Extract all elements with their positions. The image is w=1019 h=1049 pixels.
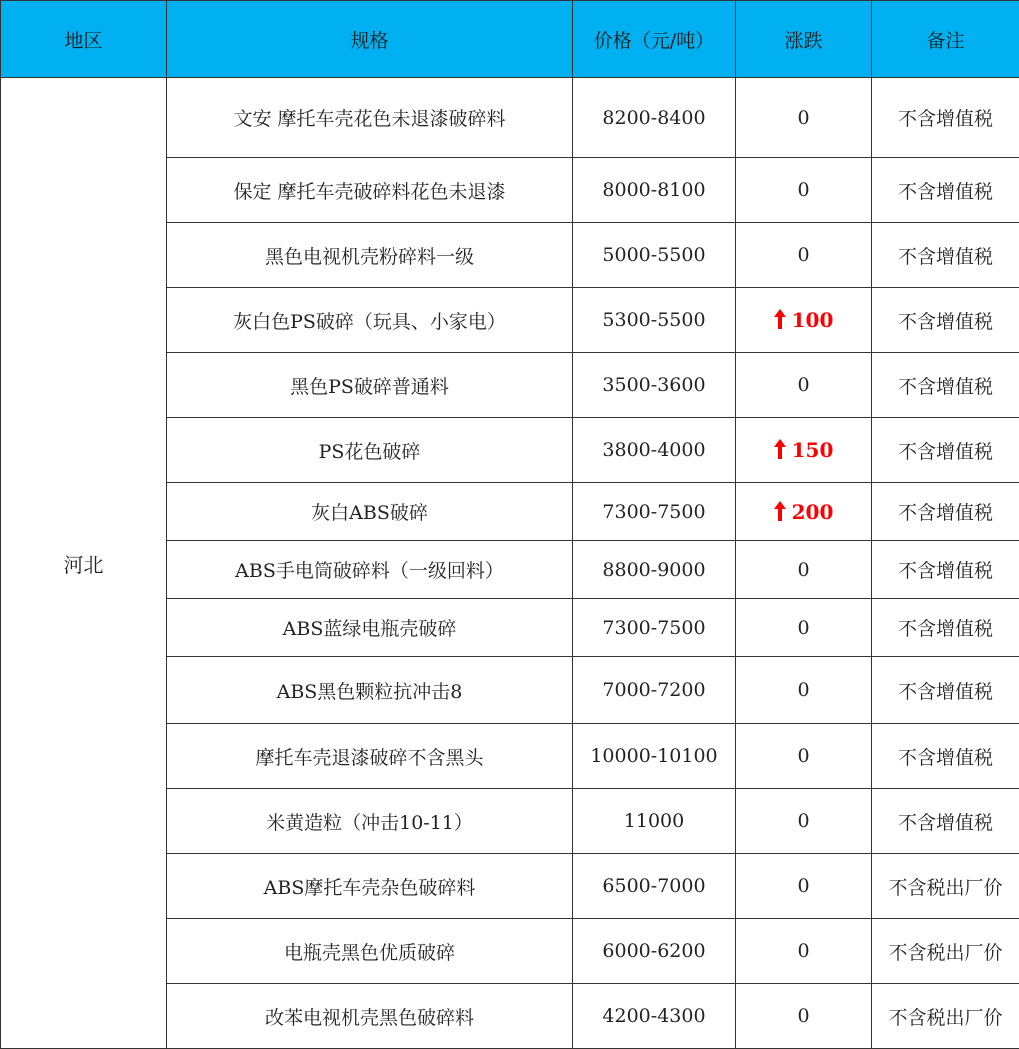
spec-cell: 电瓶壳黑色优质破碎 (167, 919, 573, 984)
price-cell: 7300-7500 (573, 483, 736, 541)
table-header (1, 1, 1019, 78)
spec-cell: ABS摩托车壳杂色破碎料 (167, 854, 573, 919)
spec-cell: 文安 摩托车壳花色未退漆破碎料 (167, 78, 573, 158)
price-cell: 3800-4000 (573, 418, 736, 483)
price-cell: 7300-7500 (573, 599, 736, 657)
price-cell: 8200-8400 (573, 78, 736, 158)
spec-cell: 保定 摩托车壳破碎料花色未退漆 (167, 158, 573, 223)
change-cell: 0 (736, 78, 872, 158)
region-cell: 河北 (1, 78, 167, 1049)
spec-cell: 改苯电视机壳黑色破碎料 (167, 984, 573, 1049)
change-cell: 0 (736, 223, 872, 288)
header-change: 涨跌 (736, 1, 872, 78)
spec-cell: 黑色电视机壳粉碎料一级 (167, 223, 573, 288)
price-cell: 6500-7000 (573, 854, 736, 919)
change-cell: 0 (736, 984, 872, 1049)
spec-cell: 灰白ABS破碎 (167, 483, 573, 541)
arrow-up-icon (774, 309, 786, 329)
price-cell: 8800-9000 (573, 541, 736, 599)
change-cell: 0 (736, 724, 872, 789)
change-cell (736, 483, 872, 541)
spec-cell: ABS黑色颗粒抗冲击8 (167, 657, 573, 724)
price-cell: 7000-7200 (573, 657, 736, 724)
header-price: 价格（元/吨） (573, 1, 736, 78)
spec-cell: 黑色PS破碎普通料 (167, 353, 573, 418)
header-note: 备注 (872, 1, 1019, 78)
change-cell (736, 288, 872, 353)
price-cell: 4200-4300 (573, 984, 736, 1049)
note-cell: 不含增值税 (872, 599, 1019, 657)
arrow-up-icon (774, 439, 786, 459)
note-cell: 不含增值税 (872, 541, 1019, 599)
note-cell: 不含增值税 (872, 483, 1019, 541)
spec-cell: ABS蓝绿电瓶壳破碎 (167, 599, 573, 657)
note-cell: 不含税出厂价 (872, 854, 1019, 919)
change-cell: 0 (736, 158, 872, 223)
note-cell: 不含增值税 (872, 353, 1019, 418)
price-cell: 3500-3600 (573, 353, 736, 418)
price-cell: 8000-8100 (573, 158, 736, 223)
table-body (1, 78, 1019, 1049)
change-cell: 0 (736, 854, 872, 919)
price-cell: 11000 (573, 789, 736, 854)
change-cell: 0 (736, 599, 872, 657)
spec-cell: PS花色破碎 (167, 418, 573, 483)
header-region: 地区 (1, 1, 167, 78)
spec-cell: 米黄造粒（冲击10-11） (167, 789, 573, 854)
note-cell: 不含增值税 (872, 657, 1019, 724)
note-cell: 不含增值税 (872, 288, 1019, 353)
change-up-indicator (774, 500, 834, 524)
change-value: 200 (791, 499, 834, 524)
price-cell: 5300-5500 (573, 288, 736, 353)
note-cell: 不含增值税 (872, 789, 1019, 854)
change-up-indicator (774, 308, 834, 332)
price-cell: 10000-10100 (573, 724, 736, 789)
note-cell: 不含增值税 (872, 158, 1019, 223)
header-spec: 规格 (167, 1, 573, 78)
table-row (1, 78, 1019, 158)
change-up-indicator (774, 438, 834, 462)
change-cell (736, 418, 872, 483)
price-cell: 5000-5500 (573, 223, 736, 288)
change-cell: 0 (736, 657, 872, 724)
note-cell: 不含增值税 (872, 78, 1019, 158)
header-row (1, 1, 1019, 78)
spec-cell: 灰白色PS破碎（玩具、小家电） (167, 288, 573, 353)
price-cell: 6000-6200 (573, 919, 736, 984)
spec-cell: 摩托车壳退漆破碎不含黑头 (167, 724, 573, 789)
note-cell: 不含税出厂价 (872, 984, 1019, 1049)
change-cell: 0 (736, 789, 872, 854)
change-cell: 0 (736, 541, 872, 599)
note-cell: 不含税出厂价 (872, 919, 1019, 984)
arrow-up-icon (774, 501, 786, 521)
spec-cell: ABS手电筒破碎料（一级回料） (167, 541, 573, 599)
note-cell: 不含增值税 (872, 724, 1019, 789)
change-value: 150 (791, 438, 834, 462)
note-cell: 不含增值税 (872, 418, 1019, 483)
change-cell: 0 (736, 919, 872, 984)
change-value: 100 (791, 308, 834, 332)
note-cell: 不含增值税 (872, 223, 1019, 288)
change-cell: 0 (736, 353, 872, 418)
